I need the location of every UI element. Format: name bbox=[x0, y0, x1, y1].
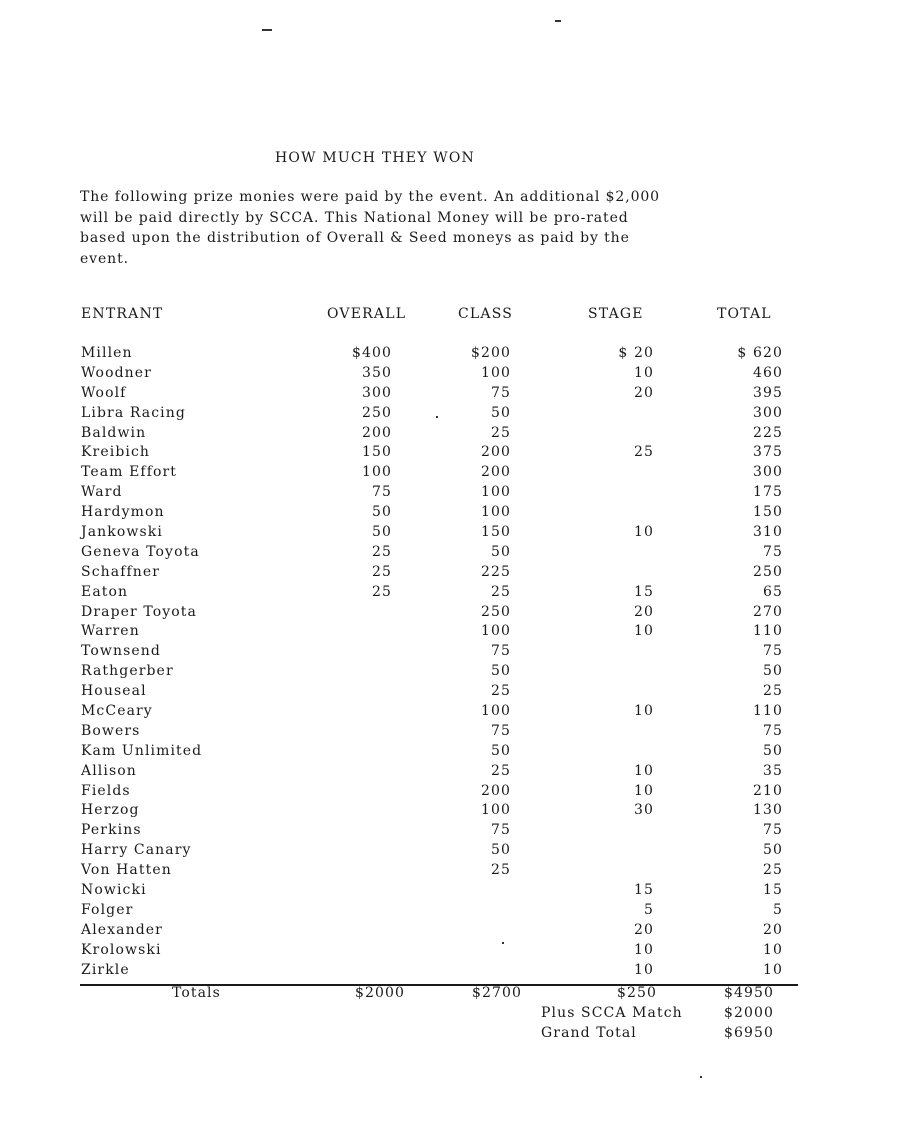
header-stage: STAGE bbox=[588, 306, 644, 322]
overall-cell: 250 bbox=[361, 404, 392, 421]
table-row bbox=[0, 405, 900, 425]
table-row bbox=[0, 723, 900, 743]
total-cell: 130 bbox=[752, 802, 783, 819]
class-cell: 200 bbox=[480, 444, 511, 461]
overall-cell: $400 bbox=[351, 345, 392, 361]
total-cell: 10 bbox=[762, 941, 783, 958]
total-cell: 150 bbox=[752, 504, 783, 521]
total-cell: 75 bbox=[762, 543, 783, 560]
entrant-cell: Houseal bbox=[81, 683, 147, 700]
total-cell: 75 bbox=[762, 643, 783, 660]
table-row bbox=[0, 524, 900, 544]
totals-overall: $2000 bbox=[355, 985, 406, 1001]
entrant-cell: Geneva Toyota bbox=[81, 543, 200, 560]
total-cell: 270 bbox=[752, 603, 783, 620]
class-cell: 75 bbox=[490, 722, 511, 739]
table-row bbox=[0, 623, 900, 643]
class-cell: 25 bbox=[490, 583, 511, 600]
class-cell: 100 bbox=[480, 623, 511, 640]
scan-speck bbox=[262, 29, 272, 31]
entrant-cell: Bowers bbox=[81, 722, 141, 739]
table-row bbox=[0, 862, 900, 882]
entrant-cell: Nowicki bbox=[81, 882, 147, 899]
table-row bbox=[0, 365, 900, 385]
intro-paragraph bbox=[80, 187, 770, 269]
class-cell: 250 bbox=[480, 603, 511, 620]
table-row bbox=[0, 345, 900, 365]
scan-speck bbox=[700, 1076, 702, 1078]
entrant-cell: Alexander bbox=[81, 921, 163, 938]
grand-total-label: Grand Total bbox=[541, 1025, 637, 1041]
entrant-cell: Schaffner bbox=[81, 563, 161, 580]
class-cell: 50 bbox=[490, 842, 511, 859]
class-cell: 25 bbox=[490, 424, 511, 441]
class-cell: 100 bbox=[480, 364, 511, 381]
total-cell: 65 bbox=[762, 583, 783, 600]
prize-table-body bbox=[0, 345, 900, 982]
table-row bbox=[0, 962, 900, 982]
total-cell: 20 bbox=[762, 921, 783, 938]
class-cell: 100 bbox=[480, 703, 511, 720]
stage-cell: 20 bbox=[633, 603, 654, 620]
table-row bbox=[0, 703, 900, 723]
total-cell: 50 bbox=[762, 663, 783, 680]
class-cell: 50 bbox=[490, 742, 511, 759]
total-cell: 225 bbox=[752, 424, 783, 441]
entrant-cell: Woolf bbox=[81, 384, 127, 401]
table-row bbox=[0, 902, 900, 922]
entrant-cell: Millen bbox=[81, 345, 133, 361]
stage-cell: 20 bbox=[633, 384, 654, 401]
stage-cell: 10 bbox=[633, 703, 654, 720]
entrant-cell: Zirkle bbox=[81, 961, 130, 978]
entrant-cell: Rathgerber bbox=[81, 663, 174, 680]
class-cell: 25 bbox=[490, 862, 511, 879]
entrant-cell: Hardymon bbox=[81, 504, 165, 521]
table-row bbox=[0, 882, 900, 902]
entrant-cell: Kreibich bbox=[81, 444, 151, 461]
table-row bbox=[0, 544, 900, 564]
total-cell: 175 bbox=[752, 484, 783, 501]
entrant-cell: Harry Canary bbox=[81, 842, 192, 859]
entrant-cell: Ward bbox=[81, 484, 123, 501]
stage-cell: 30 bbox=[633, 802, 654, 819]
entrant-cell: Von Hatten bbox=[81, 862, 172, 879]
entrant-cell: Team Effort bbox=[81, 464, 178, 481]
class-cell: $200 bbox=[470, 345, 511, 361]
class-cell: 50 bbox=[490, 543, 511, 560]
stage-cell: $ 20 bbox=[618, 345, 654, 361]
total-cell: 110 bbox=[752, 703, 783, 720]
table-row bbox=[0, 464, 900, 484]
overall-cell: 25 bbox=[371, 543, 392, 560]
total-cell: 310 bbox=[752, 524, 783, 541]
class-cell: 200 bbox=[480, 464, 511, 481]
stage-cell: 20 bbox=[633, 921, 654, 938]
class-cell: 100 bbox=[480, 802, 511, 819]
table-row bbox=[0, 385, 900, 405]
entrant-cell: Draper Toyota bbox=[81, 603, 197, 620]
total-cell: 25 bbox=[762, 862, 783, 879]
total-cell: 75 bbox=[762, 722, 783, 739]
overall-cell: 200 bbox=[361, 424, 392, 441]
table-row bbox=[0, 763, 900, 783]
plus-scca-value: $2000 bbox=[724, 1005, 775, 1021]
header-total: TOTAL bbox=[717, 306, 772, 322]
stage-cell: 10 bbox=[633, 524, 654, 541]
scan-speck bbox=[555, 20, 561, 22]
entrant-cell: Allison bbox=[81, 762, 137, 779]
class-cell: 75 bbox=[490, 822, 511, 839]
totals-stage: $250 bbox=[617, 985, 658, 1001]
stage-cell: 10 bbox=[633, 364, 654, 381]
table-row bbox=[0, 663, 900, 683]
stage-cell: 15 bbox=[633, 583, 654, 600]
overall-cell: 100 bbox=[361, 464, 392, 481]
class-cell: 200 bbox=[480, 782, 511, 799]
overall-cell: 300 bbox=[361, 384, 392, 401]
entrant-cell: Perkins bbox=[81, 822, 142, 839]
total-cell: 15 bbox=[762, 882, 783, 899]
header-overall: OVERALL bbox=[327, 306, 407, 322]
stage-cell: 10 bbox=[633, 623, 654, 640]
intro-line: will be paid directly by SCCA. This National Money will be pro-rated bbox=[80, 209, 629, 226]
total-cell: 300 bbox=[752, 464, 783, 481]
entrant-cell: Krolowski bbox=[81, 941, 162, 958]
table-row bbox=[0, 484, 900, 504]
total-cell: 210 bbox=[752, 782, 783, 799]
totals-class: $2700 bbox=[472, 985, 523, 1001]
entrant-cell: Woodner bbox=[81, 364, 152, 381]
table-row bbox=[0, 643, 900, 663]
entrant-cell: Townsend bbox=[81, 643, 161, 660]
class-cell: 100 bbox=[480, 504, 511, 521]
entrant-cell: McCeary bbox=[81, 703, 153, 720]
entrant-cell: Herzog bbox=[81, 802, 140, 819]
grand-total-value: $6950 bbox=[724, 1025, 775, 1041]
total-cell: 50 bbox=[762, 742, 783, 759]
header-entrant: ENTRANT bbox=[81, 306, 164, 322]
stage-cell: 10 bbox=[633, 762, 654, 779]
total-cell: 35 bbox=[762, 762, 783, 779]
table-row bbox=[0, 942, 900, 962]
table-row bbox=[0, 564, 900, 584]
entrant-cell: Kam Unlimited bbox=[81, 742, 203, 759]
entrant-cell: Libra Racing bbox=[81, 404, 186, 421]
entrant-cell: Jankowski bbox=[81, 524, 163, 541]
intro-line: The following prize monies were paid by the event. An additional $2,000 bbox=[80, 189, 660, 205]
entrant-cell: Folger bbox=[81, 901, 134, 918]
stage-cell: 25 bbox=[633, 444, 654, 461]
entrant-cell: Fields bbox=[81, 782, 131, 799]
overall-cell: 50 bbox=[371, 504, 392, 521]
stage-cell: 10 bbox=[633, 941, 654, 958]
class-cell: 225 bbox=[480, 563, 511, 580]
entrant-cell: Baldwin bbox=[81, 424, 147, 441]
overall-cell: 25 bbox=[371, 583, 392, 600]
table-row bbox=[0, 683, 900, 703]
total-cell: 50 bbox=[762, 842, 783, 859]
overall-cell: 50 bbox=[371, 524, 392, 541]
overall-cell: 350 bbox=[361, 364, 392, 381]
total-cell: 10 bbox=[762, 961, 783, 978]
table-row bbox=[0, 425, 900, 445]
page-title: HOW MUCH THEY WON bbox=[275, 150, 476, 166]
total-cell: 75 bbox=[762, 822, 783, 839]
overall-cell: 75 bbox=[371, 484, 392, 501]
table-row bbox=[0, 444, 900, 464]
table-row bbox=[0, 842, 900, 862]
table-row bbox=[0, 922, 900, 942]
overall-cell: 25 bbox=[371, 563, 392, 580]
intro-line: event. bbox=[80, 250, 129, 267]
total-cell: 395 bbox=[752, 384, 783, 401]
plus-scca-label: Plus SCCA Match bbox=[541, 1005, 683, 1021]
class-cell: 50 bbox=[490, 663, 511, 680]
total-cell: $ 620 bbox=[737, 345, 783, 361]
table-row bbox=[0, 584, 900, 604]
entrant-cell: Warren bbox=[81, 623, 140, 640]
table-row bbox=[0, 504, 900, 524]
table-row bbox=[0, 604, 900, 624]
header-class: CLASS bbox=[458, 306, 514, 322]
totals-label: Totals bbox=[172, 985, 221, 1001]
class-cell: 75 bbox=[490, 384, 511, 401]
total-cell: 25 bbox=[762, 683, 783, 700]
totals-total: $4950 bbox=[724, 985, 775, 1001]
class-cell: 75 bbox=[490, 643, 511, 660]
stage-cell: 15 bbox=[633, 882, 654, 899]
table-row bbox=[0, 783, 900, 803]
entrant-cell: Eaton bbox=[81, 583, 129, 600]
stage-cell: 10 bbox=[633, 961, 654, 978]
total-cell: 460 bbox=[752, 364, 783, 381]
table-row bbox=[0, 743, 900, 763]
stage-cell: 5 bbox=[643, 901, 654, 918]
total-cell: 5 bbox=[772, 901, 783, 918]
class-cell: 25 bbox=[490, 683, 511, 700]
table-row bbox=[0, 822, 900, 842]
stage-cell: 10 bbox=[633, 782, 654, 799]
table-row bbox=[0, 802, 900, 822]
total-cell: 250 bbox=[752, 563, 783, 580]
class-cell: 50 bbox=[490, 404, 511, 421]
total-cell: 300 bbox=[752, 404, 783, 421]
class-cell: 150 bbox=[480, 524, 511, 541]
class-cell: 25 bbox=[490, 762, 511, 779]
class-cell: 100 bbox=[480, 484, 511, 501]
total-cell: 110 bbox=[752, 623, 783, 640]
intro-line: based upon the distribution of Overall & Seed moneys as paid by the bbox=[80, 230, 630, 246]
overall-cell: 150 bbox=[361, 444, 392, 461]
total-cell: 375 bbox=[752, 444, 783, 461]
